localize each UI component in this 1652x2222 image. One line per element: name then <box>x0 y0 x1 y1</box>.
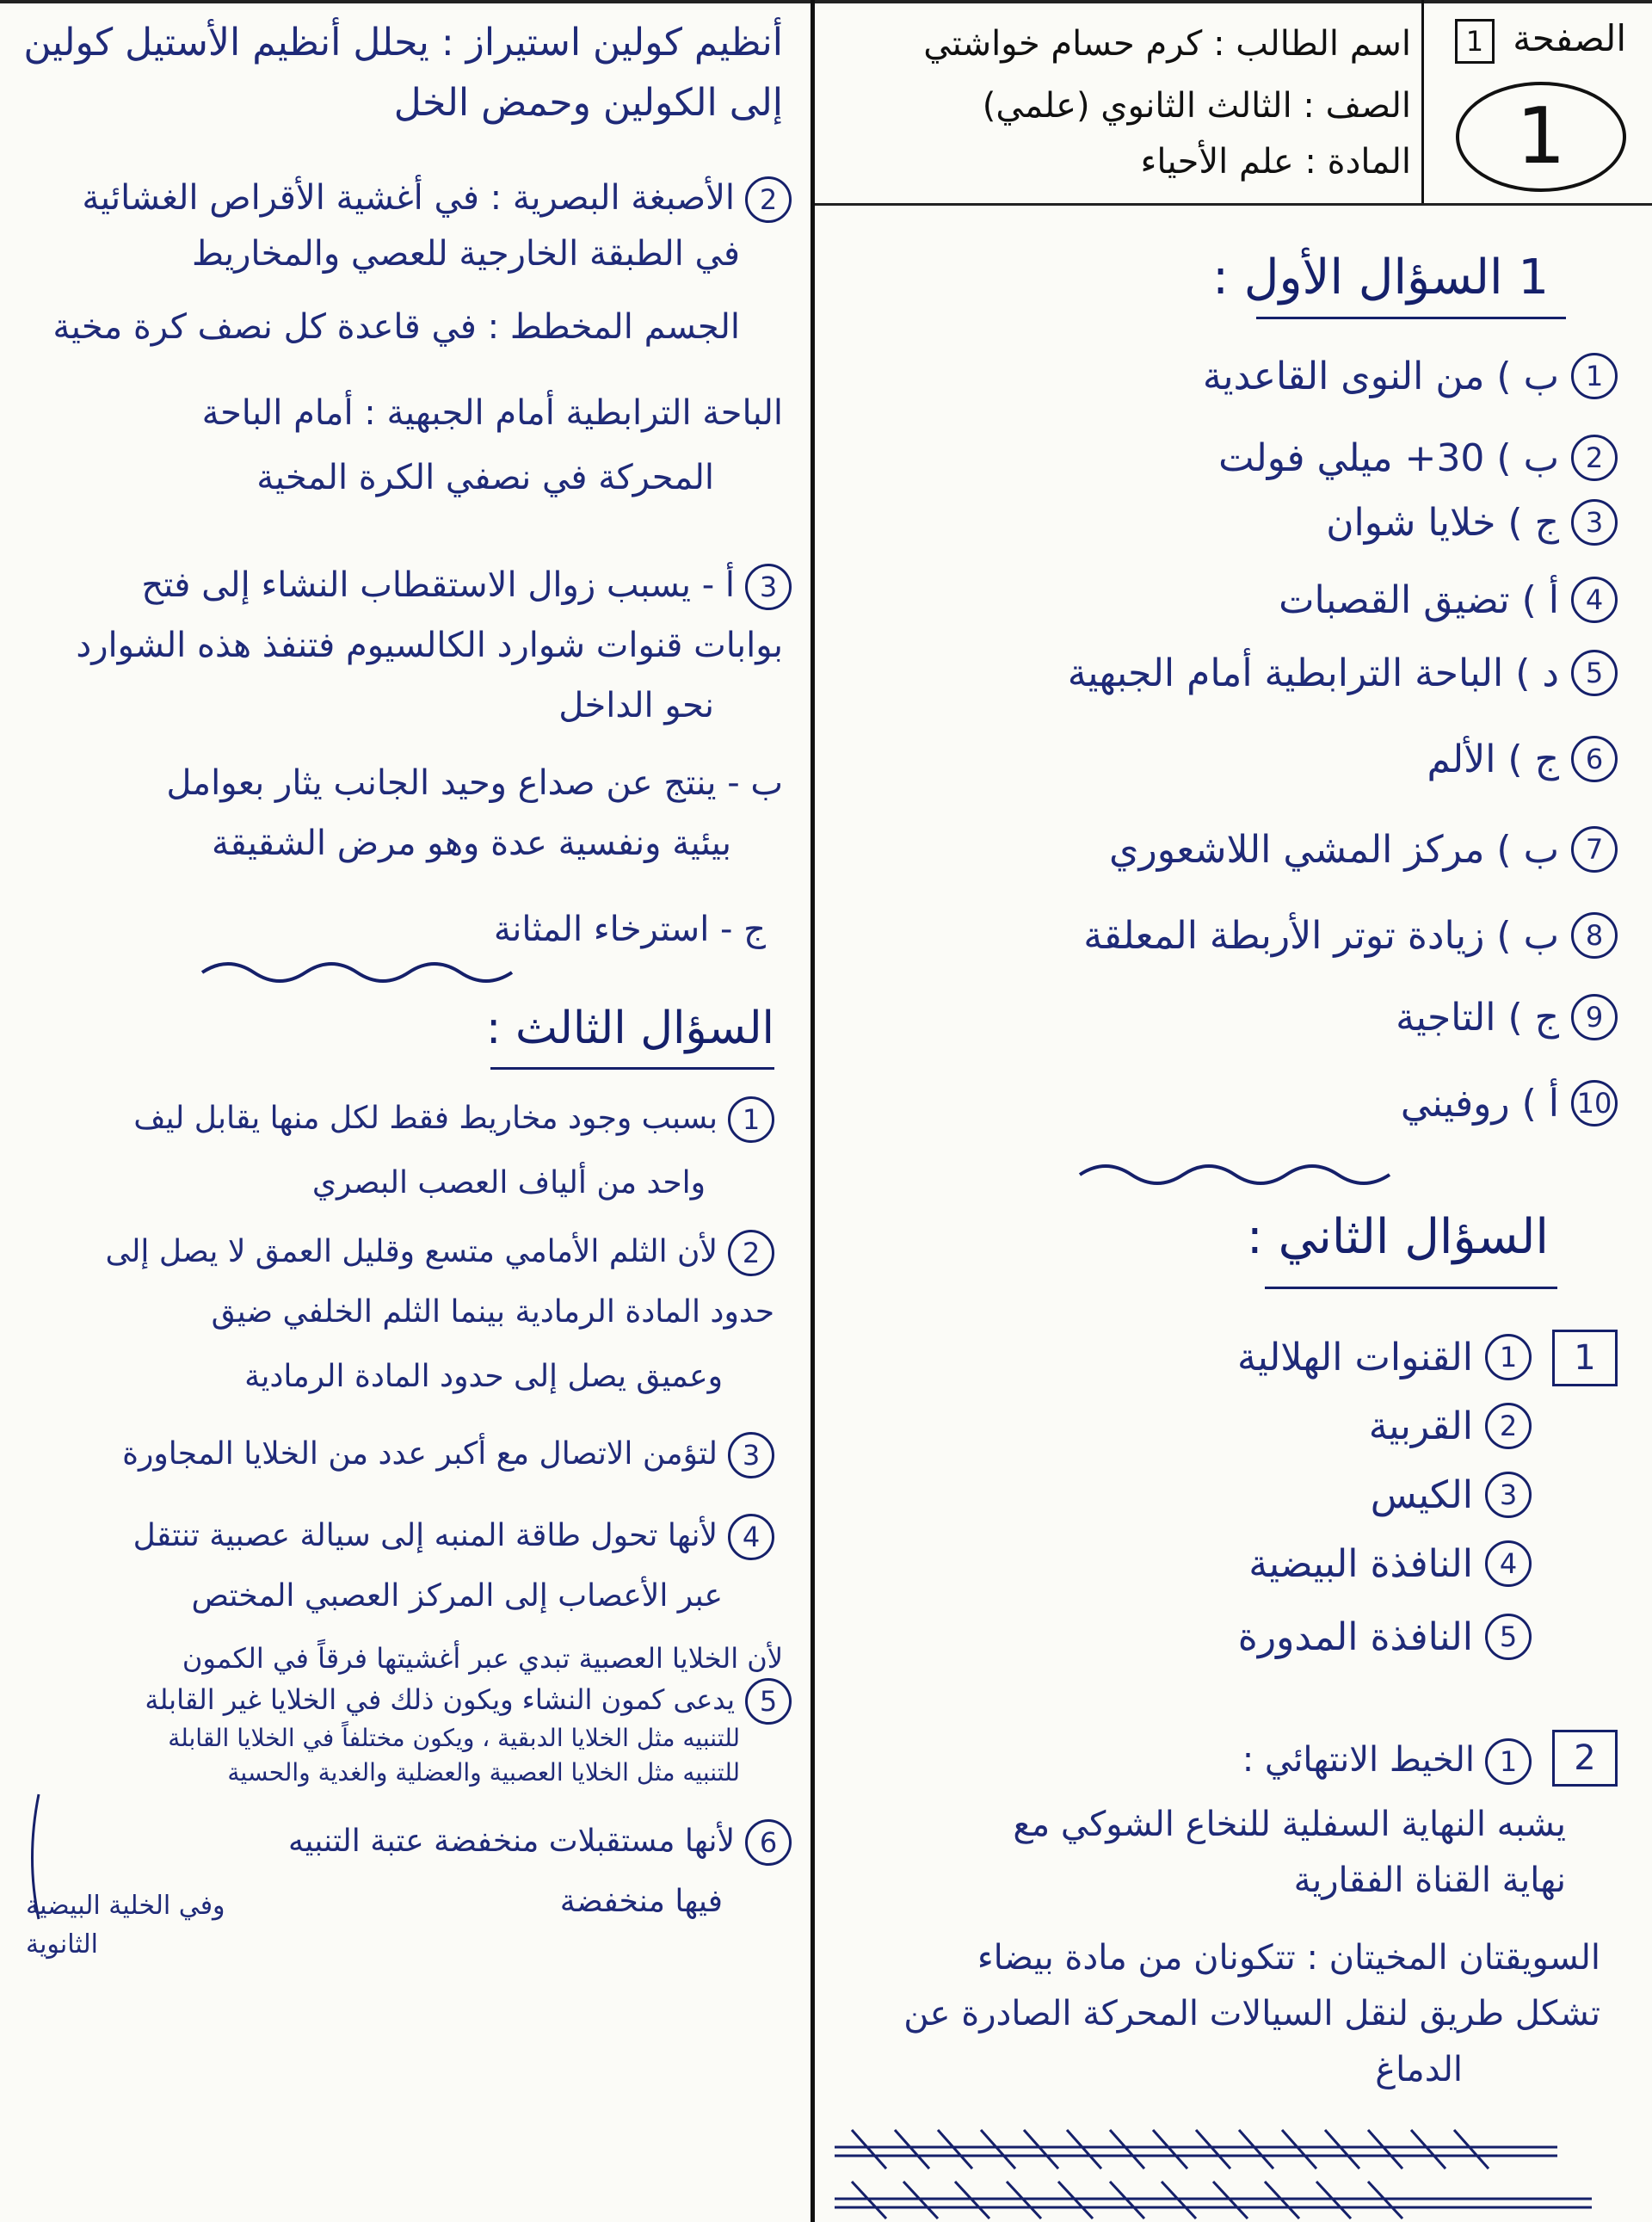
q2-part2-line-3: نهاية القناة الفقارية <box>1293 1861 1566 1900</box>
answer-text: ج ) خلايا شوان <box>1326 500 1559 545</box>
side-note-line-2: الثانوية <box>26 1929 98 1960</box>
q2-part2-line-1 <box>1242 1734 1532 1786</box>
line-text: لأن الثلم الأمامي متسع وقليل العمق لا يصل إلى <box>105 1234 718 1269</box>
answer-number: 6 <box>1571 736 1618 782</box>
answer-number: 5 <box>1571 650 1618 696</box>
page-number-box: 1 <box>1455 19 1495 64</box>
line-text: الخيط الانتهائي : <box>1242 1740 1475 1780</box>
q1-answer-10 <box>1401 1080 1618 1126</box>
crossed-out-text <box>817 2108 1643 2220</box>
q3-item-4-line-2: عبر الأعصاب إلى المركز العصبي المختص <box>191 1578 723 1614</box>
q3-item-2-line-3: وعميق يصل إلى حدود المادة الرمادية <box>244 1359 723 1394</box>
item3-line-3: نحو الداخل <box>558 686 714 725</box>
intro-line-1: أنظيم كولين استيراز : يحلل أنظيم الأستيل كولين <box>23 21 783 65</box>
answer-number: 1 <box>1571 353 1618 399</box>
page-label-text: الصفحة <box>1513 17 1626 59</box>
q2-part2-line-5: تشكل طريق لنقل السيالات المحركة الصادرة عن <box>903 1994 1600 2034</box>
item3-line-5: بيئية ونفسية عدة وهو مرض الشقيقة <box>212 824 731 863</box>
q3-item-5-line-4: للتنبيه مثل الخلايا العصبية والعضلية والغدية والحسية <box>227 1758 740 1787</box>
q2-part1-box: 1 <box>1552 1330 1618 1386</box>
item-number: 1 <box>728 1096 774 1143</box>
item-text: القربية <box>1368 1404 1473 1448</box>
item-number: 2 <box>1485 1403 1532 1449</box>
answer-text: ب ) زيادة توتر الأربطة المعلقة <box>1083 913 1559 958</box>
answer-number: 8 <box>1571 912 1618 959</box>
item-number: 3 <box>1485 1472 1532 1518</box>
wave-separator <box>198 955 525 990</box>
q2-part2-line-6: الدماغ <box>1375 2050 1463 2089</box>
item3-line-2: بوابات قنوات شوارد الكالسيوم فتنفذ هذه الشوارد <box>76 626 783 665</box>
item-number: 1 <box>1485 1738 1532 1785</box>
item-number: 3 <box>745 564 792 610</box>
right-column <box>817 0 1652 2222</box>
line-text: يدعى كمون النشاء ويكون ذلك في الخلايا غير القابلة <box>145 1683 735 1716</box>
q2-part1-item-1 <box>1237 1334 1532 1380</box>
q2-underline <box>1265 1287 1557 1289</box>
item3-line-1 <box>141 559 792 611</box>
item-text: القنوات الهلالية <box>1237 1335 1473 1379</box>
q1-answer-6 <box>1427 736 1618 782</box>
q3-item-5-line-1: لأن الخلايا العصبية تبدي عبر أغشيتها فرقاً في الكمون <box>182 1642 783 1675</box>
answer-text: ب ) 30+ ميلي فولت <box>1218 435 1559 480</box>
item2-line-2: في الطبقة الخارجية للعصي والمخاريط <box>192 234 740 274</box>
answer-number: 10 <box>1571 1080 1618 1126</box>
subject: المادة : علم الأحياء <box>1140 142 1411 182</box>
q3-item-5-line-2 <box>145 1678 792 1725</box>
answer-text: ب ) مركز المشي اللاشعوري <box>1109 827 1559 872</box>
answer-text: د ) الباحة الترابطية أمام الجبهية <box>1067 651 1559 695</box>
q1-underline <box>1256 317 1566 319</box>
answer-text: ج ) التاجية <box>1396 995 1559 1040</box>
item-number: 3 <box>728 1432 774 1478</box>
answer-number: 9 <box>1571 994 1618 1040</box>
left-column <box>0 0 809 2222</box>
item2-line-3: الجسم المخطط : في قاعدة كل نصف كرة مخية <box>52 307 740 347</box>
side-note-line-1: وفي الخلية البيضية <box>26 1891 225 1921</box>
item-number: 4 <box>1485 1540 1532 1587</box>
q3-item-6-line-1 <box>288 1816 792 1867</box>
q3-item-4-line-1 <box>133 1510 774 1562</box>
q1-answer-9 <box>1396 994 1618 1040</box>
item-number: 2 <box>745 176 792 223</box>
item-number: 6 <box>745 1819 792 1866</box>
q3-item-1-line-2: واحد من ألياف العصب البصري <box>311 1165 706 1200</box>
item-number: 5 <box>1485 1614 1532 1660</box>
q3-item-6-line-2: فيها منخفضة <box>559 1884 723 1919</box>
q3-item-2-line-2: حدود المادة الرمادية بينما الثلم الخلفي ضيق <box>211 1294 774 1330</box>
answer-text: أ ) تضيق القصبات <box>1279 577 1559 622</box>
q3-item-5-line-3: للتنبيه مثل الخلايا الدبقية ، ويكون مختلفاً في الخلايا القابلة <box>168 1724 740 1752</box>
item3-line-6: ج - استرخاء المثانة <box>493 910 766 949</box>
line-text: لتؤمن الاتصال مع أكبر عدد من الخلايا المجاورة <box>122 1436 718 1472</box>
q1-title: 1 السؤال الأول : <box>1212 250 1549 306</box>
answer-number: 2 <box>1571 435 1618 481</box>
q2-part2-box: 2 <box>1552 1730 1618 1787</box>
line-text: بسبب وجود مخاريط فقط لكل منها يقابل ليف <box>133 1101 718 1136</box>
column-divider <box>811 0 815 2222</box>
q2-part1-item-2 <box>1369 1403 1532 1449</box>
student-name: اسم الطالب : كرم حسام خواشتي <box>923 24 1411 64</box>
item2-line-4: الباحة الترابطية أمام الجبهية : أمام الباحة <box>201 393 783 433</box>
q2-title: السؤال الثاني : <box>1246 1209 1549 1265</box>
item-number: 1 <box>1485 1334 1532 1380</box>
item2-line-5: المحركة في نصفي الكرة المخية <box>256 458 714 497</box>
grade: الصف : الثالث الثانوي (علمي) <box>982 86 1411 126</box>
answer-text: ب ) من النوى القاعدية <box>1202 354 1559 398</box>
q2-part2-line-4: السويقتان المخيتان : تتكونان من مادة بيضاء <box>977 1938 1600 1978</box>
intro-line-2: إلى الكولين وحمض الخل <box>393 81 783 125</box>
wave-separator <box>1076 1157 1402 1192</box>
item3-line-4: ب - ينتج عن صداع وحيد الجانب يثار بعوامل <box>166 763 783 803</box>
q1-answer-7 <box>1109 826 1618 873</box>
item-text: النافذة البيضية <box>1248 1541 1473 1586</box>
q1-answer-8 <box>1083 912 1618 959</box>
line-text: الأصبغة البصرية : في أغشية الأقراص الغشائية <box>82 178 735 218</box>
q3-item-1-line-1 <box>133 1093 774 1145</box>
q1-answer-3 <box>1326 499 1618 546</box>
q3-item-2-line-1 <box>105 1226 774 1278</box>
item-number: 4 <box>728 1514 774 1560</box>
item-number: 5 <box>745 1678 792 1725</box>
line-text: لأنها مستقبلات منخفضة عتبة التنبيه <box>288 1824 735 1859</box>
answer-number: 3 <box>1571 499 1618 546</box>
q1-answer-4 <box>1279 577 1618 623</box>
q2-part1-item-3 <box>1371 1472 1532 1518</box>
answer-number: 4 <box>1571 577 1618 623</box>
q1-answer-1 <box>1203 353 1618 399</box>
answer-number: 7 <box>1571 826 1618 873</box>
q2-part2-line-2: يشبه النهاية السفلية للنخاع الشوكي مع <box>1013 1805 1566 1844</box>
item2-line-1 <box>82 172 792 224</box>
line-text: أ - يسبب زوال الاستقطاب النشاء إلى فتح <box>141 565 735 605</box>
page-label <box>1455 17 1626 64</box>
q2-part1-item-4 <box>1248 1540 1532 1587</box>
q1-answer-2 <box>1218 435 1618 481</box>
sheet-number-circle: 1 <box>1456 82 1626 192</box>
q3-title: السؤال الثالث : <box>485 1003 774 1054</box>
answer-text: ج ) الألم <box>1427 737 1559 781</box>
q1-answer-5 <box>1068 650 1618 696</box>
q2-part1-item-5 <box>1238 1614 1532 1660</box>
item-text: الكيس <box>1370 1472 1473 1517</box>
line-text: لأنها تحول طاقة المنبه إلى سيالة عصبية تنتقل <box>133 1518 718 1553</box>
item-text: النافذة المدورة <box>1237 1614 1473 1659</box>
item-number: 2 <box>728 1230 774 1276</box>
q3-item-3-line-1 <box>122 1429 774 1480</box>
q3-underline <box>490 1067 774 1070</box>
answer-text: أ ) روفيني <box>1400 1081 1559 1126</box>
